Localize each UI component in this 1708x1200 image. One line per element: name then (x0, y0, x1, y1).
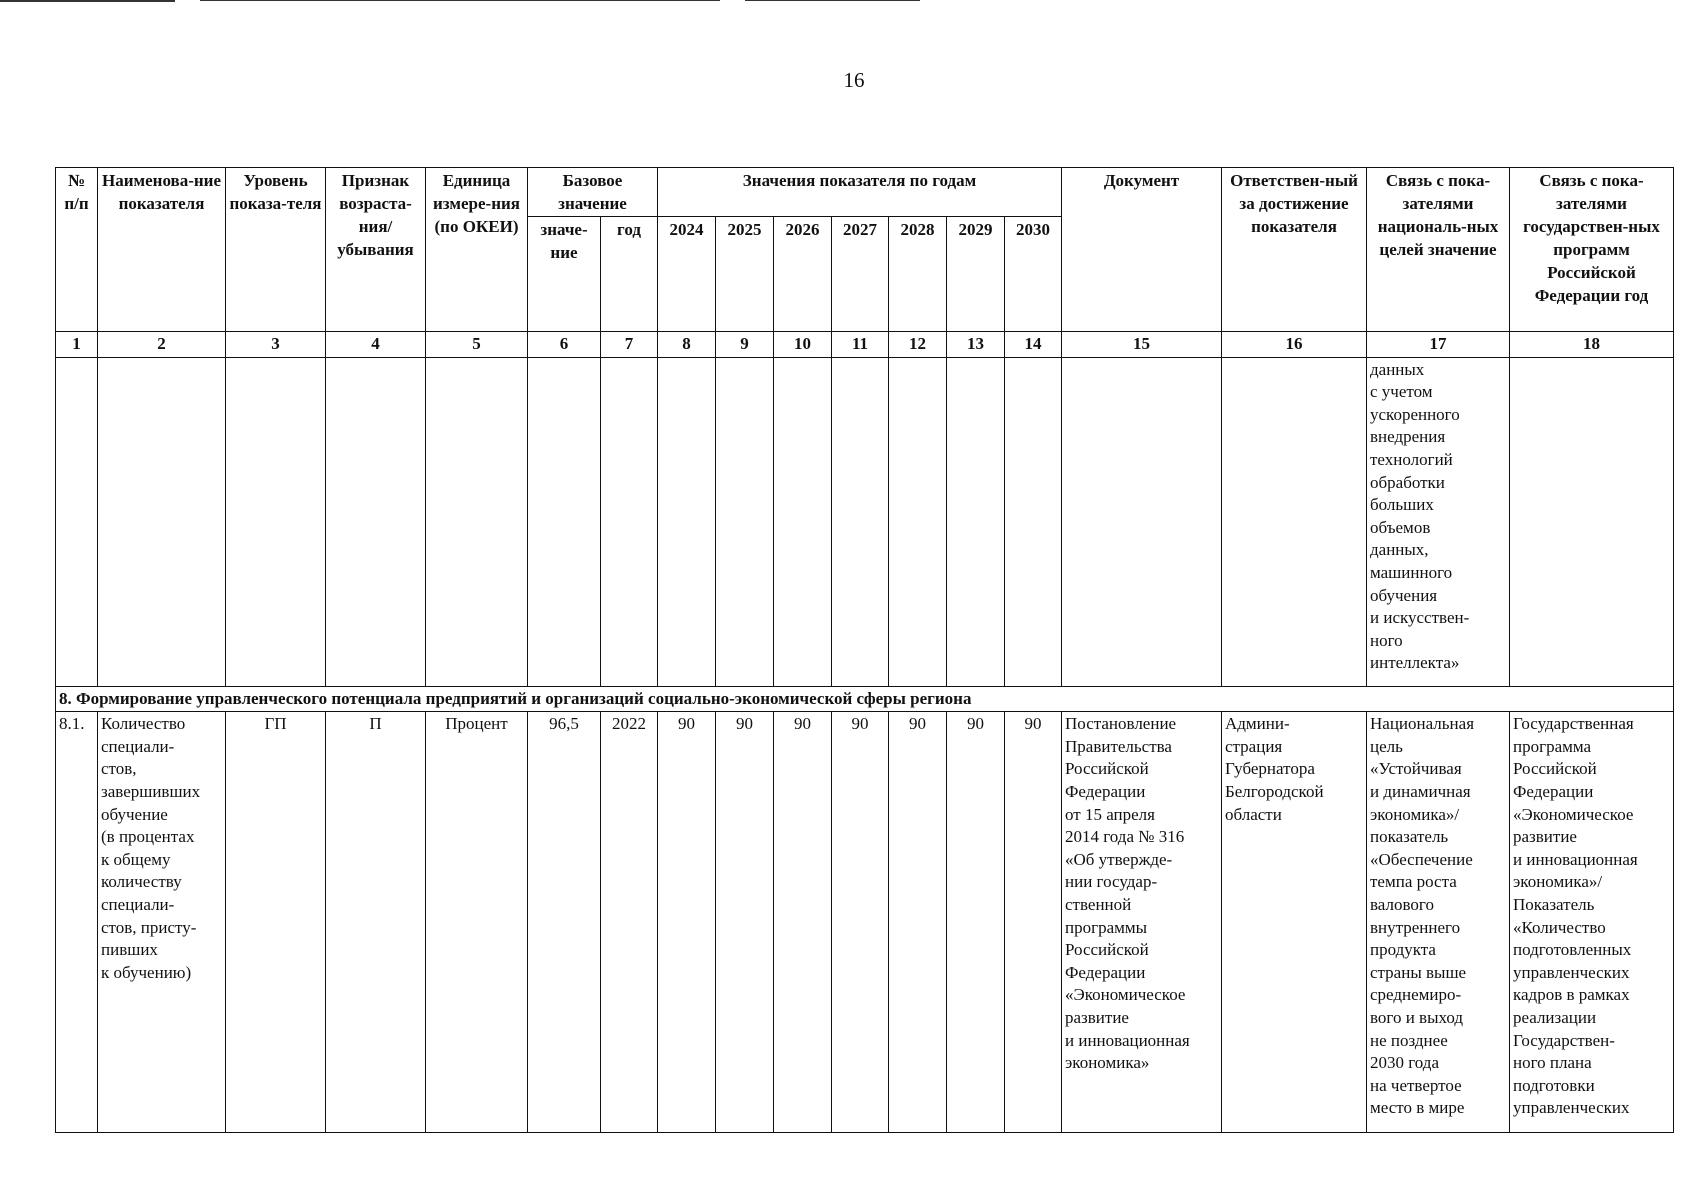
cell-empty (947, 357, 1005, 686)
column-number: 16 (1222, 332, 1367, 358)
header-level: Уровень показа-теля (226, 168, 326, 332)
row-value-2024: 90 (658, 712, 716, 1133)
cell-empty (601, 357, 658, 686)
row-value-2026: 90 (774, 712, 832, 1133)
row-state-link: Государственная программа Российской Федерации «Экономическое развитие и инновационная экономика»/ Показатель «Количество подготовленных управленческих кадров в рамках реализации Государствен- ного плана подготовки управленческих (1510, 712, 1674, 1133)
header-sign: Признак возраста-ния/ убывания (326, 168, 426, 332)
column-number-row (56, 332, 1674, 358)
column-number: 4 (326, 332, 426, 358)
row-level: ГП (226, 712, 326, 1133)
page-number: 16 (843, 68, 865, 92)
row-responsible: Админи- страция Губернатора Белгородской области (1222, 712, 1367, 1133)
cell-empty (716, 357, 774, 686)
column-number: 18 (1510, 332, 1674, 358)
row-national-link: Национальная цель «Устойчивая и динамичная экономика»/ показатель «Обеспечение темпа роста валового внутреннего продукта страны выше среднемиро- вого и выход не позднее 2030 года на четвертое место в мире (1367, 712, 1510, 1133)
header-national-link: Связь с пока-зателями националь-ных целей значение (1367, 168, 1510, 332)
cell-empty (226, 357, 326, 686)
column-number: 10 (774, 332, 832, 358)
table-row (56, 712, 1674, 1133)
cell-empty (1222, 357, 1367, 686)
cell-empty (832, 357, 889, 686)
column-number: 7 (601, 332, 658, 358)
header-year: 2025 (716, 217, 774, 332)
scan-edge-line (200, 0, 720, 1)
header-base: Базовое значение (528, 168, 658, 217)
header-unit: Единица измере-ния (по ОКЕИ) (426, 168, 528, 332)
header-name: Наименова-ние показателя (98, 168, 226, 332)
continuation-national-link: данных с учетом ускоренного внедрения технологий обработки больших объемов данных, машинного обучения и искусствен- ного интеллекта» (1367, 357, 1510, 686)
header-num: № п/п (56, 168, 98, 332)
column-number: 11 (832, 332, 889, 358)
cell-empty (889, 357, 947, 686)
cell-empty (426, 357, 528, 686)
header-year: 2026 (774, 217, 832, 332)
row-value-2025: 90 (716, 712, 774, 1133)
cell-empty (1005, 357, 1062, 686)
column-number: 8 (658, 332, 716, 358)
row-value-2030: 90 (1005, 712, 1062, 1133)
column-number: 13 (947, 332, 1005, 358)
column-number: 17 (1367, 332, 1510, 358)
section-row (56, 686, 1674, 712)
cell-empty (658, 357, 716, 686)
column-number: 6 (528, 332, 601, 358)
row-value-2027: 90 (832, 712, 889, 1133)
header-years-group: Значения показателя по годам (658, 168, 1062, 217)
header-base-value: значе-ние (528, 217, 601, 332)
header-responsible: Ответствен-ный за достижение показателя (1222, 168, 1367, 332)
row-base-value: 96,5 (528, 712, 601, 1133)
row-sign: П (326, 712, 426, 1133)
cell-empty (528, 357, 601, 686)
header-year: 2024 (658, 217, 716, 332)
cell-empty (774, 357, 832, 686)
row-num: 8.1. (56, 712, 98, 1133)
row-value-2029: 90 (947, 712, 1005, 1133)
column-number: 1 (56, 332, 98, 358)
scan-edge-line (0, 0, 175, 2)
cell-empty (1062, 357, 1222, 686)
header-state-link: Связь с пока-зателями государствен-ных программ Российской Федерации год (1510, 168, 1674, 332)
indicators-table (55, 167, 1674, 1133)
header-year: 2027 (832, 217, 889, 332)
header-row-1 (56, 168, 1674, 217)
cell-empty (98, 357, 226, 686)
row-name: Количество специали- стов, завершивших обучение (в процентах к общему количеству специали- стов, присту- пивших к обучению) (98, 712, 226, 1133)
column-number: 9 (716, 332, 774, 358)
header-year: 2030 (1005, 217, 1062, 332)
header-year: 2029 (947, 217, 1005, 332)
header-base-year: год (601, 217, 658, 332)
column-number: 14 (1005, 332, 1062, 358)
row-document: Постановление Правительства Российской Федерации от 15 апреля 2014 года № 316 «Об утвержде- нии государ- ственной программы Российской Федерации «Экономическое развитие и инновационная экономика» (1062, 712, 1222, 1133)
row-base-year: 2022 (601, 712, 658, 1133)
column-number: 5 (426, 332, 528, 358)
row-unit: Процент (426, 712, 528, 1133)
column-number: 15 (1062, 332, 1222, 358)
cell-empty (1510, 357, 1674, 686)
header-year: 2028 (889, 217, 947, 332)
row-value-2028: 90 (889, 712, 947, 1133)
header-document: Документ (1062, 168, 1222, 332)
section-title: 8. Формирование управленческого потенциала предприятий и организаций социально-экономической сферы региона (56, 686, 1674, 712)
continuation-row (56, 357, 1674, 686)
column-number: 2 (98, 332, 226, 358)
cell-empty (326, 357, 426, 686)
column-number: 12 (889, 332, 947, 358)
cell-empty (56, 357, 98, 686)
scan-edge-line (745, 0, 920, 1)
column-number: 3 (226, 332, 326, 358)
